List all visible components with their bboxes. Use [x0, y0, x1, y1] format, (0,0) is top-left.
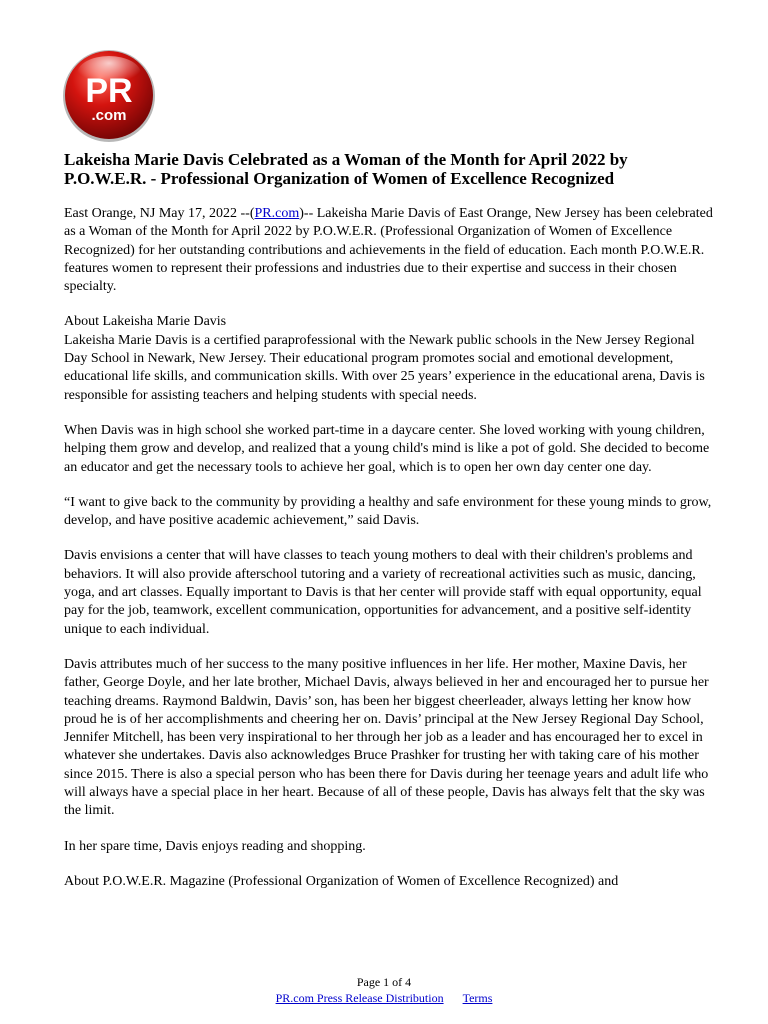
- terms-link[interactable]: Terms: [462, 991, 493, 1005]
- page-indicator: Page 1 of 4: [356, 975, 412, 989]
- page-footer: [0, 974, 768, 1006]
- logo-text-sub: .com: [91, 107, 127, 124]
- logo-text-main: PR: [85, 72, 133, 110]
- about-power-paragraph: About P.O.W.E.R. Magazine (Professional Organization of Women of Excellence Recognized) and: [64, 873, 619, 889]
- intro-after-link: )-- Lakeisha Marie Davis of East Orange, New Jersey has been celebrated as a Woman of the Month for April 2022 by P.O.W.E.R. (Professional Organization of Women of Excellence Recognized) for her outstanding contributions and achievements in the field of education. Each month P.O.W.E.R. features women to represent their professions and industries due to their expertise and success in their chosen specialty.: [64, 206, 713, 295]
- press-release-content: [64, 150, 714, 908]
- pr-com-logo-graphic: [60, 46, 158, 144]
- about-davis-heading: About Lakeisha Marie Davis: [64, 314, 227, 330]
- spare-time-paragraph: In her spare time, Davis enjoys reading and shopping.: [64, 838, 366, 854]
- influences-paragraph: Davis attributes much of her success to the many positive influences in her life. Her mother, Maxine Davis, her father, George Doyle, and her late brother, Michael Davis, always believed in her and encouraged her to pursue her teaching dreams. Raymond Baldwin, Davis’ son, has been her biggest cheerleader, always letting her know how proud he is of her accomplishments and cheering her on. Davis’ principal at the New Jersey Regional Day School, Jennifer Mitchell, has been very inspirational to her through her job as a leader and has encouraged her to excel in whatever she undertakes. Davis also acknowledges Bruce Prashker for trusting her with taking care of his mother since 2015. There is also a special person who has been there for Davis during her teenage years and adult life who will always have a special place in her heart. Because of all of these people, Davis has always felt that the sky was the limit.: [64, 656, 709, 819]
- about-davis-body: Lakeisha Marie Davis is a certified paraprofessional with the Newark public schools in the New Jersey Regional Day School in Newark, New Jersey. Their educational program promotes social and emotional development, educational life skills, and communication skills. With over 25 years’ experience in the educational arena, Davis is responsible for assisting teachers and helping students with special needs.: [64, 332, 705, 403]
- prcom-inline-link[interactable]: PR.com: [254, 206, 300, 221]
- intro-before-link: East Orange, NJ May 17, 2022 --(: [64, 206, 255, 221]
- distribution-link[interactable]: PR.com Press Release Distribution: [275, 991, 444, 1005]
- center-vision-paragraph: Davis envisions a center that will have classes to teach young mothers to deal with their children's problems and behaviors. It will also provide afterschool tutoring and a variety of recreational activities such as music, dancing, yoga, and art classes. Equally important to Davis is that her center will provide staff with equal opportunity, equal pay for the job, teamwork, excellent communication, opportunities for advancement, and a positive self-identity unique to each individual.: [64, 548, 702, 637]
- pr-com-logo: [60, 46, 158, 144]
- highschool-paragraph: When Davis was in high school she worked part-time in a daycare center. She loved working with young children, helping them grow and develop, and realized that a young child's mind is like a pot of gold. She decided to become an educator and get the necessary tools to achieve her goal, which is to open her own day center one day.: [64, 422, 710, 475]
- footer-links: [0, 990, 768, 1006]
- article-title: Lakeisha Marie Davis Celebrated as a Woman of the Month for April 2022 by P.O.W.E.R. - Professional Organization of Women of Excellence Recognized: [64, 150, 628, 188]
- about-davis-section: [64, 313, 714, 404]
- intro-paragraph: [64, 205, 714, 296]
- quote-paragraph: “I want to give back to the community by providing a healthy and safe environment for these young minds to grow, develop, and have positive academic achievement,” said Davis.: [64, 494, 712, 529]
